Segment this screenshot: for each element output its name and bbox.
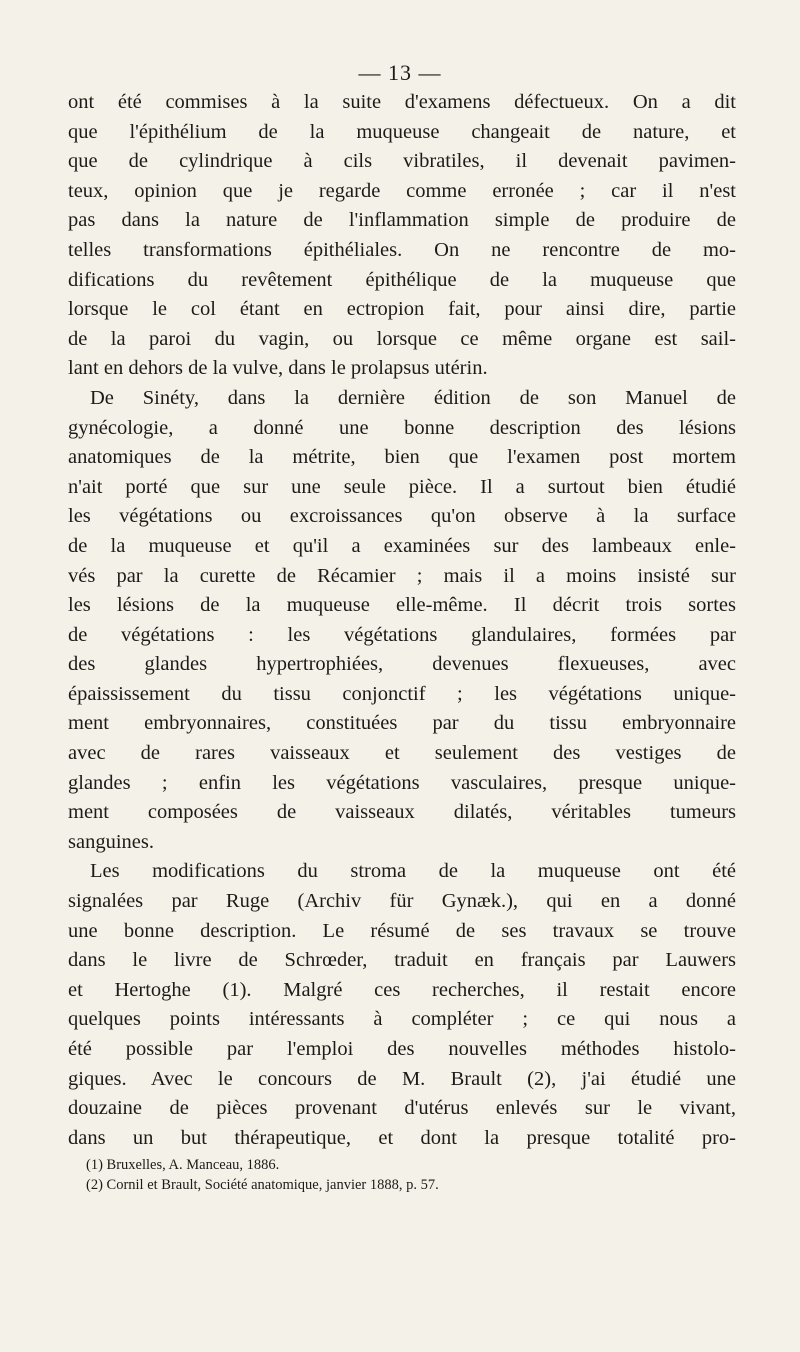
text-line: giques. Avec le concours de M. Brault (2), j'ai étudié une — [68, 1067, 736, 1090]
paragraph-start: De Sinéty, dans la dernière édition de son Manuel de — [90, 386, 736, 409]
text-line: ment embryonnaires, constituées par du tissu embryonnaire — [68, 712, 736, 735]
text-line: de la paroi du vagin, ou lorsque ce même organe est sail- — [68, 327, 736, 350]
text-line: gynécologie, a donné une bonne description des lésions — [68, 416, 736, 439]
text-line: pas dans la nature de l'inflammation simple de produire de — [68, 209, 736, 232]
page-number: — 13 — — [358, 60, 442, 85]
paragraph-start: Les modifications du stroma de la muqueuse ont été — [90, 860, 736, 883]
text-line: les végétations ou excroissances qu'on observe à la surface — [68, 505, 736, 528]
text-line: que l'épithélium de la muqueuse changeait de nature, et — [68, 120, 736, 143]
text-line: anatomiques de la métrite, bien que l'examen post mortem — [68, 446, 736, 469]
body-text — [68, 88, 736, 1153]
text-line: des glandes hypertrophiées, devenues flexueuses, avec — [68, 653, 736, 676]
text-line: été possible par l'emploi des nouvelles méthodes histolo- — [68, 1038, 736, 1060]
text-line: glandes ; enfin les végétations vasculaires, presque unique- — [68, 771, 736, 794]
text-line: difications du revêtement épithélique de la muqueuse que — [68, 268, 736, 291]
text-line: lant en dehors de la vulve, dans le prolapsus utérin. — [68, 357, 488, 380]
text-line: et Hertoghe (1). Malgré ces recherches, il restait encore — [68, 978, 736, 1001]
text-line: épaississement du tissu conjonctif ; les végétations unique- — [68, 682, 736, 705]
text-line: sanguines. — [68, 830, 154, 853]
text-line: ont été commises à la suite d'examens défectueux. On a dit — [68, 91, 736, 113]
text-line: quelques points intéressants à compléter ; ce qui nous a — [68, 1008, 736, 1031]
text-line: vés par la curette de Récamier ; mais il a moins insisté sur — [68, 564, 736, 587]
text-line: ment composées de vaisseaux dilatés, véritables tumeurs — [68, 801, 736, 824]
text-line: avec de rares vaisseaux et seulement des vestiges de — [68, 742, 736, 765]
text-line: dans un but thérapeutique, et dont la presque totalité pro- — [68, 1126, 736, 1149]
text-line: teux, opinion que je regarde comme erronée ; car il n'est — [68, 179, 736, 202]
text-line: lorsque le col étant en ectropion fait, pour ainsi dire, partie — [68, 298, 736, 321]
footnote: (2) Cornil et Brault, Société anatomique, janvier 1888, p. 57. — [86, 1177, 439, 1193]
text-line: de végétations : les végétations glandulaires, formées par — [68, 623, 736, 646]
text-line: telles transformations épithéliales. On ne rencontre de mo- — [68, 238, 736, 261]
text-line: douzaine de pièces provenant d'utérus enlevés sur le vivant, — [68, 1097, 736, 1120]
footnote: (1) Bruxelles, A. Manceau, 1886. — [86, 1157, 280, 1173]
text-line: signalées par Ruge (Archiv für Gynæk.), qui en a donné — [68, 890, 736, 913]
text-line: n'ait porté que sur une seule pièce. Il a surtout bien étudié — [68, 475, 736, 498]
text-line: une bonne description. Le résumé de ses travaux se trouve — [68, 919, 736, 942]
footnotes — [86, 1155, 736, 1195]
text-line: les lésions de la muqueuse elle-même. Il décrit trois sortes — [68, 594, 736, 617]
text-line: dans le livre de Schrœder, traduit en français par Lauwers — [68, 949, 736, 972]
text-line: de la muqueuse et qu'il a examinées sur des lambeaux enle- — [68, 534, 736, 557]
text-line: que de cylindrique à cils vibratiles, il devenait pavimen- — [68, 150, 736, 173]
